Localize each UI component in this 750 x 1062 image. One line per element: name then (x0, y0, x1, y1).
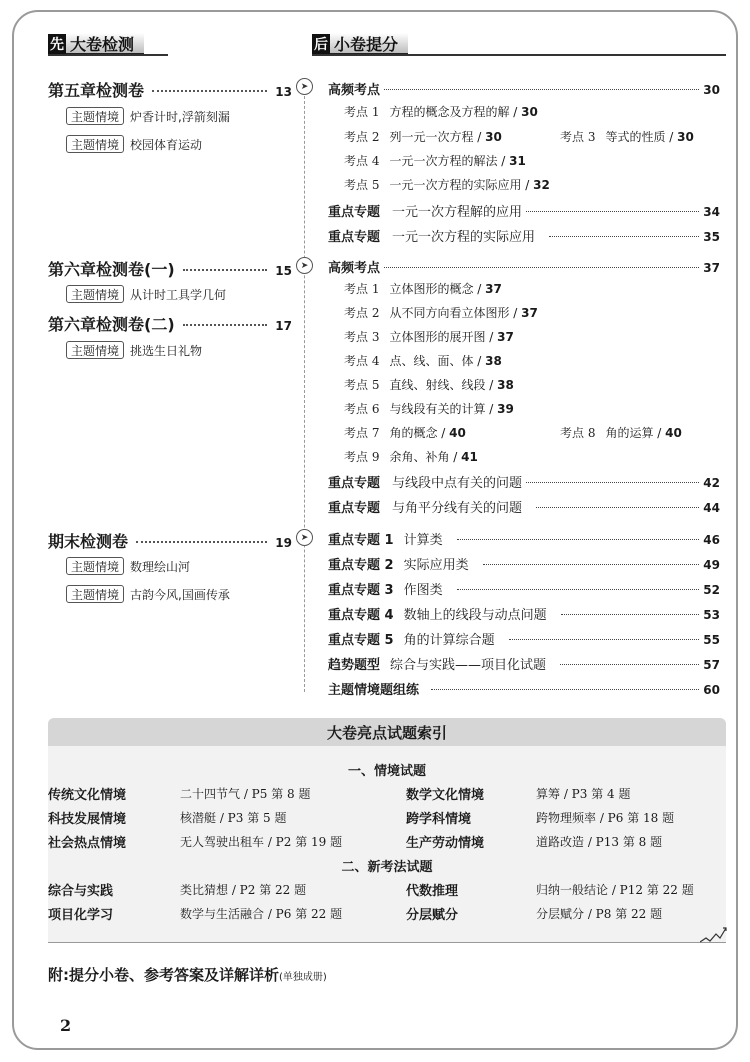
toc-row[interactable] (328, 257, 720, 276)
kaodian-text: 余角、补角 / (389, 450, 458, 464)
leader-dots (152, 90, 267, 92)
kaodian-label: 考点 3 (344, 330, 380, 344)
kaodian-item[interactable] (344, 103, 538, 120)
theme-text: 挑选生日礼物 (130, 343, 203, 358)
index-category: 综合与实践 (48, 884, 114, 899)
kaodian-label: 考点 5 (344, 178, 380, 192)
theme-line (66, 285, 226, 303)
theme-tag: 主题情境 (66, 585, 124, 603)
page-ref: 52 (703, 583, 720, 597)
chapter-entry[interactable] (48, 78, 292, 101)
kaodian-item[interactable] (344, 152, 526, 169)
leader-dots (536, 507, 699, 508)
kaodian-text: 一元一次方程的解法 / (389, 154, 506, 168)
leader-dots (384, 89, 699, 90)
index-category: 跨学科情境 (406, 812, 472, 827)
appendix-small: (单独成册) (279, 972, 327, 983)
kaodian-item[interactable] (344, 448, 478, 465)
theme-tag: 主题情境 (66, 557, 124, 575)
index-category: 科技发展情境 (48, 812, 127, 827)
chapter-title: 期末检测卷 (48, 532, 129, 551)
row-text: 数轴上的线段与动点问题 (403, 608, 547, 623)
leader-dots (509, 639, 700, 640)
page-ref: 44 (703, 501, 720, 515)
toc-row[interactable] (328, 497, 720, 516)
leader-dots (526, 482, 699, 483)
kaodian-item[interactable] (344, 424, 466, 441)
row-label: 重点专题 1 (328, 533, 394, 548)
leader-dots (384, 267, 699, 268)
toc-row[interactable] (328, 629, 720, 648)
arrow-right-icon: ➤ (296, 257, 313, 274)
toc-row[interactable] (328, 201, 720, 220)
kaodian-text: 方程的概念及方程的解 / (389, 105, 518, 119)
page-ref: 41 (461, 450, 478, 464)
page-ref: 13 (275, 85, 292, 99)
page-ref: 57 (703, 658, 720, 672)
growth-arrow-icon (700, 926, 730, 944)
header-rule-left (48, 54, 168, 56)
row-text: 与角平分线有关的问题 (392, 501, 523, 516)
kaodian-text: 直线、射线、线段 / (389, 378, 494, 392)
leader-dots (136, 541, 267, 543)
kaodian-label: 考点 4 (344, 354, 380, 368)
index-value[interactable]: 数学与生活融合 / P6 第 22 题 (180, 907, 343, 921)
page-number: 2 (60, 1016, 72, 1035)
theme-line (66, 135, 202, 153)
page-ref: 34 (703, 205, 720, 219)
page-ref: 17 (275, 319, 292, 333)
index-subtitle: 二、新考法试题 (341, 860, 433, 875)
index-category: 数学文化情境 (406, 788, 485, 803)
leader-dots (561, 614, 700, 615)
index-value[interactable]: 无人驾驶出租车 / P2 第 19 题 (180, 835, 343, 849)
kaodian-label: 考点 8 (560, 426, 596, 440)
column-divider (304, 86, 305, 692)
page-ref: 30 (485, 130, 502, 144)
appendix-main: 附:提分小卷、参考答案及详解详析 (48, 966, 280, 984)
leader-dots (183, 269, 268, 271)
toc-row[interactable] (328, 529, 720, 548)
kaodian-item[interactable] (344, 400, 514, 417)
index-value[interactable]: 分层赋分 / P8 第 22 题 (536, 907, 663, 921)
index-category: 社会热点情境 (48, 836, 127, 851)
page-ref: 53 (703, 608, 720, 622)
row-label: 重点专题 (328, 205, 381, 220)
kaodian-text: 立体图形的概念 / (389, 282, 482, 296)
page-ref: 30 (703, 83, 720, 97)
section-header-left (48, 32, 144, 56)
theme-line (66, 341, 202, 359)
kaodian-text: 等式的性质 / (605, 130, 674, 144)
index-value[interactable]: 跨物理频率 / P6 第 18 题 (536, 811, 675, 825)
row-label: 重点专题 5 (328, 633, 394, 648)
toc-row[interactable] (328, 604, 720, 623)
kaodian-item[interactable] (344, 304, 538, 321)
kaodian-item[interactable] (560, 128, 694, 145)
index-value[interactable]: 类比猜想 / P2 第 22 题 (180, 883, 307, 897)
page-ref: 37 (497, 330, 514, 344)
header-title-left: 大卷检测 (66, 33, 144, 55)
kaodian-label: 考点 6 (344, 402, 380, 416)
row-label: 高频考点 (328, 83, 381, 98)
section-header-right (312, 32, 408, 56)
chapter-entry[interactable] (48, 312, 292, 335)
row-text: 与线段中点有关的问题 (392, 476, 523, 491)
chapter-entry[interactable] (48, 529, 292, 552)
theme-tag: 主题情境 (66, 107, 124, 125)
row-label: 趋势题型 (328, 658, 381, 673)
page-ref: 19 (275, 536, 292, 550)
kaodian-item[interactable] (344, 128, 502, 145)
index-value[interactable]: 算筹 / P3 第 4 题 (536, 787, 631, 801)
page-ref: 37 (485, 282, 502, 296)
theme-tag: 主题情境 (66, 285, 124, 303)
arrow-right-icon: ➤ (296, 78, 313, 95)
page-ref: 42 (703, 476, 720, 490)
page-ref: 31 (509, 154, 526, 168)
page-ref: 46 (703, 533, 720, 547)
kaodian-text: 立体图形的展开图 / (389, 330, 494, 344)
index-value[interactable]: 核潜艇 / P3 第 5 题 (180, 811, 287, 825)
index-value[interactable]: 道路改造 / P13 第 8 题 (536, 835, 663, 849)
index-category: 项目化学习 (48, 908, 114, 923)
page-ref: 35 (703, 230, 720, 244)
row-text: 一元一次方程的实际应用 (392, 230, 536, 245)
header-rule-right (312, 54, 726, 56)
toc-row[interactable] (328, 226, 720, 245)
kaodian-text: 从不同方向看立体图形 / (389, 306, 518, 320)
page-ref: 55 (703, 633, 720, 647)
row-label: 重点专题 4 (328, 608, 394, 623)
page-ref: 15 (275, 264, 292, 278)
page-ref: 37 (703, 261, 720, 275)
kaodian-label: 考点 4 (344, 154, 380, 168)
toc-row[interactable] (328, 579, 720, 598)
index-title: 大卷亮点试题索引 (48, 718, 726, 746)
chapter-entry[interactable] (48, 257, 292, 280)
index-category: 代数推理 (406, 884, 459, 899)
kaodian-item[interactable] (344, 328, 514, 345)
page-ref: 49 (703, 558, 720, 572)
row-text: 作图类 (403, 583, 443, 598)
row-label: 重点专题 3 (328, 583, 394, 598)
row-text: 一元一次方程解的应用 (392, 205, 523, 220)
kaodian-item[interactable] (344, 376, 514, 393)
kaodian-label: 考点 5 (344, 378, 380, 392)
chapter-title: 第六章检测卷(二) (48, 315, 175, 334)
row-label: 主题情境题组练 (328, 683, 420, 698)
toc-row[interactable] (328, 679, 720, 698)
theme-text: 炉香计时,浮箭刻漏 (130, 109, 230, 124)
row-text: 角的计算综合题 (403, 633, 495, 648)
kaodian-item[interactable] (344, 280, 502, 297)
theme-text: 数理绘山河 (130, 559, 191, 574)
kaodian-label: 考点 2 (344, 306, 380, 320)
row-label: 重点专题 (328, 501, 381, 516)
leader-dots (560, 664, 699, 665)
row-label: 重点专题 (328, 230, 381, 245)
kaodian-label: 考点 1 (344, 282, 380, 296)
page-ref: 40 (449, 426, 466, 440)
leader-dots (526, 211, 699, 212)
index-category: 生产劳动情境 (406, 836, 485, 851)
index-value[interactable]: 二十四节气 / P5 第 8 题 (180, 787, 311, 801)
index-category: 传统文化情境 (48, 788, 127, 803)
kaodian-item[interactable] (344, 176, 550, 193)
kaodian-text: 与线段有关的计算 / (389, 402, 494, 416)
header-badge-first: 先 (48, 34, 66, 54)
leader-dots (183, 324, 268, 326)
highlight-index (48, 718, 726, 942)
kaodian-label: 考点 2 (344, 130, 380, 144)
page-ref: 30 (521, 105, 538, 119)
theme-text: 古韵今风,国画传承 (130, 587, 230, 602)
page-ref: 40 (665, 426, 682, 440)
page-ref: 32 (533, 178, 550, 192)
chapter-title: 第六章检测卷(一) (48, 260, 175, 279)
kaodian-text: 角的运算 / (605, 426, 662, 440)
theme-text: 校园体育运动 (130, 137, 203, 152)
toc-row[interactable] (328, 654, 720, 673)
row-text: 综合与实践——项目化试题 (390, 658, 547, 673)
kaodian-text: 一元一次方程的实际应用 / (389, 178, 530, 192)
kaodian-label: 考点 1 (344, 105, 380, 119)
toc-row[interactable] (328, 554, 720, 573)
header-badge-after: 后 (312, 34, 330, 54)
page-ref: 38 (497, 378, 514, 392)
kaodian-text: 角的概念 / (389, 426, 446, 440)
theme-text: 从计时工具学几何 (130, 287, 227, 302)
page-ref: 30 (677, 130, 694, 144)
header-title-right: 小卷提分 (330, 33, 408, 55)
page-ref: 39 (497, 402, 514, 416)
leader-dots (483, 564, 700, 565)
chapter-title: 第五章检测卷 (48, 81, 145, 100)
theme-line (66, 107, 230, 125)
arrow-right-icon: ➤ (296, 529, 313, 546)
index-subtitle: 一、情境试题 (347, 764, 426, 779)
row-label: 高频考点 (328, 261, 381, 276)
kaodian-label: 考点 7 (344, 426, 380, 440)
leader-dots (457, 589, 700, 590)
kaodian-label: 考点 9 (344, 450, 380, 464)
page-ref: 38 (485, 354, 502, 368)
row-label: 重点专题 (328, 476, 381, 491)
kaodian-text: 列一元一次方程 / (389, 130, 482, 144)
theme-line (66, 585, 230, 603)
kaodian-label: 考点 3 (560, 130, 596, 144)
kaodian-item[interactable] (344, 352, 502, 369)
row-label: 重点专题 2 (328, 558, 394, 573)
toc-row[interactable] (328, 472, 720, 491)
theme-line (66, 557, 190, 575)
index-value[interactable]: 归纳一般结论 / P12 第 22 题 (536, 883, 694, 897)
kaodian-text: 点、线、面、体 / (389, 354, 482, 368)
row-text: 实际应用类 (403, 558, 469, 573)
row-text: 计算类 (403, 533, 443, 548)
theme-tag: 主题情境 (66, 135, 124, 153)
appendix-note (48, 964, 327, 985)
theme-tag: 主题情境 (66, 341, 124, 359)
index-category: 分层赋分 (406, 908, 459, 923)
page-ref: 60 (703, 683, 720, 697)
leader-dots (549, 236, 699, 237)
kaodian-item[interactable] (560, 424, 682, 441)
index-bottom-rule (48, 942, 726, 943)
toc-row[interactable] (328, 79, 720, 98)
page-ref: 37 (521, 306, 538, 320)
leader-dots (431, 689, 699, 690)
leader-dots (457, 539, 700, 540)
